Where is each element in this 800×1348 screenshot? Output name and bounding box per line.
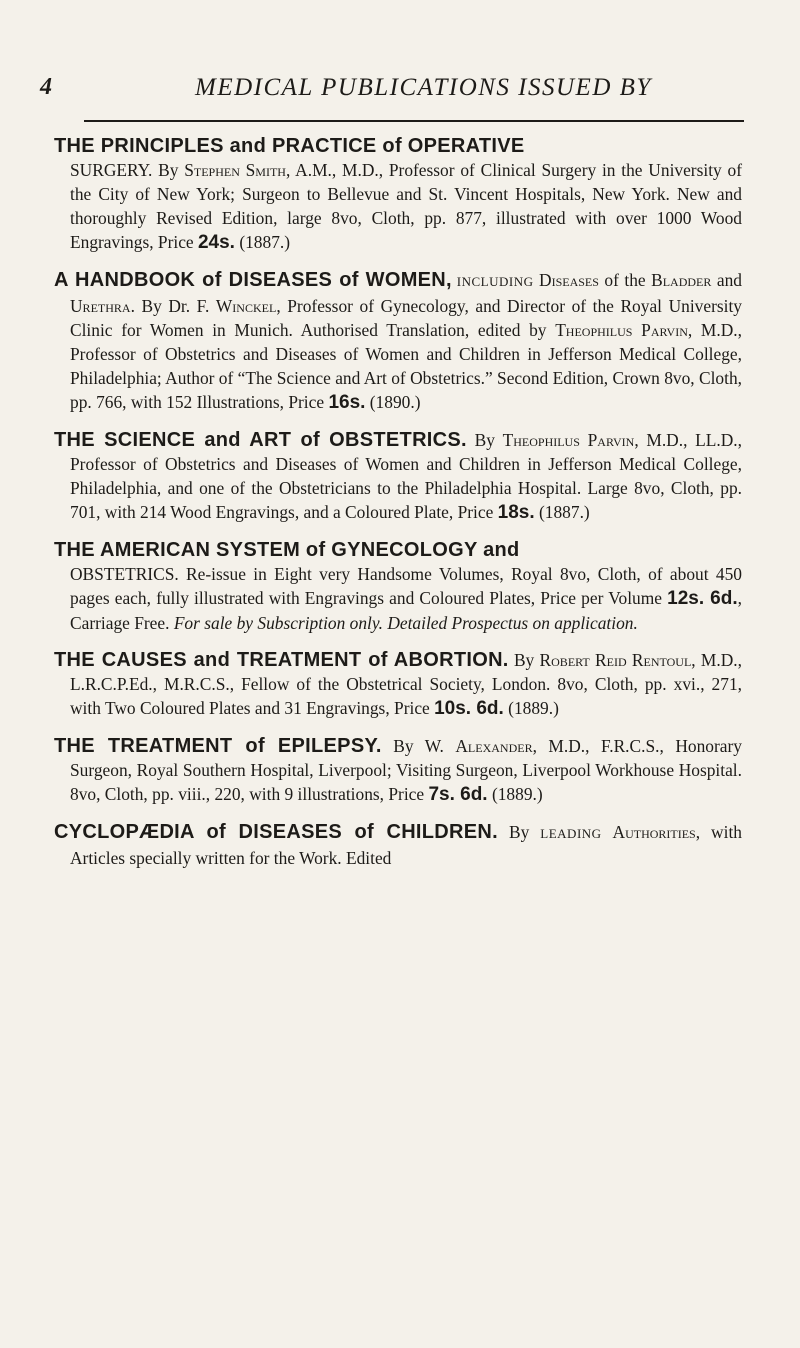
- header-rule: [84, 120, 744, 122]
- entry-title: THE PRINCIPLES and PRACTICE of OPERATIVE: [54, 135, 525, 157]
- entry-title: A HANDBOOK of DISEASES of WOMEN,: [54, 269, 452, 291]
- entry-title: CYCLOPÆDIA of DISEASES of CHILDREN.: [54, 821, 499, 843]
- price: 12s. 6d.: [667, 588, 738, 609]
- list-item: A HANDBOOK of DISEASES of WOMEN, INCLUDING Diseases of the Bladder and Urethra. By Dr. F. Winckel, Professor of Gynecology, and Director of the Royal University Clinic for Women in Munich. Authorised Translation, edited by Theophilus Parvin, M.D., Professor of Obstetrics and Diseases of Women and Children in Jefferson Medical College, Philadelphia; Author of “The Science and Art of Obstetrics.” Second Edition, Crown 8vo, Cloth, pp. 766, with 152 Illustrations, Price 16s. (1890.): [54, 269, 742, 413]
- price: 7s. 6d.: [428, 784, 488, 805]
- author-name: Theophilus Parvin: [502, 430, 635, 450]
- author-name: Stephen Smith: [184, 160, 286, 180]
- list-item: THE AMERICAN SYSTEM of GYNECOLOGY and OBSTETRICS. Re-issue in Eight very Handsome Volumes, Royal 8vo, Cloth, of about 450 pages each, fully illustrated with Engravings and Coloured Plates, Price per Volume 12s. 6d., Carriage Free. For sale by Subscription only. Detailed Prospectus on application.: [54, 539, 742, 633]
- entry-title: THE SCIENCE and ART of OBSTETRICS.: [54, 429, 467, 451]
- price: 16s.: [328, 392, 366, 413]
- page-number: 4: [40, 74, 52, 100]
- author-name: Robert Reid Rentoul: [539, 650, 692, 670]
- entry-title: THE CAUSES and TREATMENT of ABORTION.: [54, 649, 509, 671]
- price: 24s.: [197, 232, 235, 253]
- list-item: CYCLOPÆDIA of DISEASES of CHILDREN. By LEADING Authorities, with Articles specially written for the Work. Edited: [54, 821, 742, 868]
- translator-name: Theophilus Parvin: [555, 320, 688, 340]
- list-item: THE SCIENCE and ART of OBSTETRICS. By Theophilus Parvin, M.D., LL.D., Professor of Obstetrics and Diseases of Women and Children in Jefferson Medical College, Philadelphia, and one of the Obstetricians to the Philadelphia Hospital. Large 8vo, Cloth, pp. 701, with 214 Wood Engravings, and a Coloured Plate, Price 18s. (1887.): [54, 429, 742, 523]
- price: 18s.: [497, 502, 535, 523]
- price: 10s. 6d.: [434, 698, 504, 719]
- list-item: THE PRINCIPLES and PRACTICE of OPERATIVE SURGERY. By Stephen Smith, A.M., M.D., Professor of Clinical Surgery in the University of the City of New York; Surgeon to Bellevue and St. Vincent Hospitals, New York. New and thoroughly Revised Edition, large 8vo, Cloth, pp. 877, illustrated with over 1000 Wood Engravings, Price 24s. (1887.): [54, 135, 742, 253]
- author-name: Winckel: [215, 296, 277, 316]
- sale-note: For sale by Subscription only. Detailed Prospectus on application.: [173, 613, 638, 633]
- entry-title: THE TREATMENT of EPILEPSY.: [54, 735, 382, 757]
- entry-title: THE AMERICAN SYSTEM of GYNECOLOGY and: [54, 539, 520, 561]
- list-item: THE TREATMENT of EPILEPSY. By W. Alexander, M.D., F.R.C.S., Honorary Surgeon, Royal Southern Hospital, Liverpool; Visiting Surgeon, Liverpool Workhouse Hospital. 8vo, Cloth, pp. viii., 220, with 9 illustrations, Price 7s. 6d. (1889.): [54, 735, 742, 805]
- running-head: MEDICAL PUBLICATIONS ISSUED BY: [195, 74, 652, 101]
- author-name: Alexander: [455, 736, 533, 756]
- list-item: THE CAUSES and TREATMENT of ABORTION. By Robert Reid Rentoul, M.D., L.R.C.P.Ed., M.R.C.S., Fellow of the Obstetrical Society, London. 8vo, Cloth, pp. xvi., 271, with Two Coloured Plates and 31 Engravings, Price 10s. 6d. (1889.): [54, 649, 742, 719]
- publication-list: [54, 134, 742, 883]
- page-header: [40, 74, 740, 114]
- author-name: Authorities: [612, 822, 696, 842]
